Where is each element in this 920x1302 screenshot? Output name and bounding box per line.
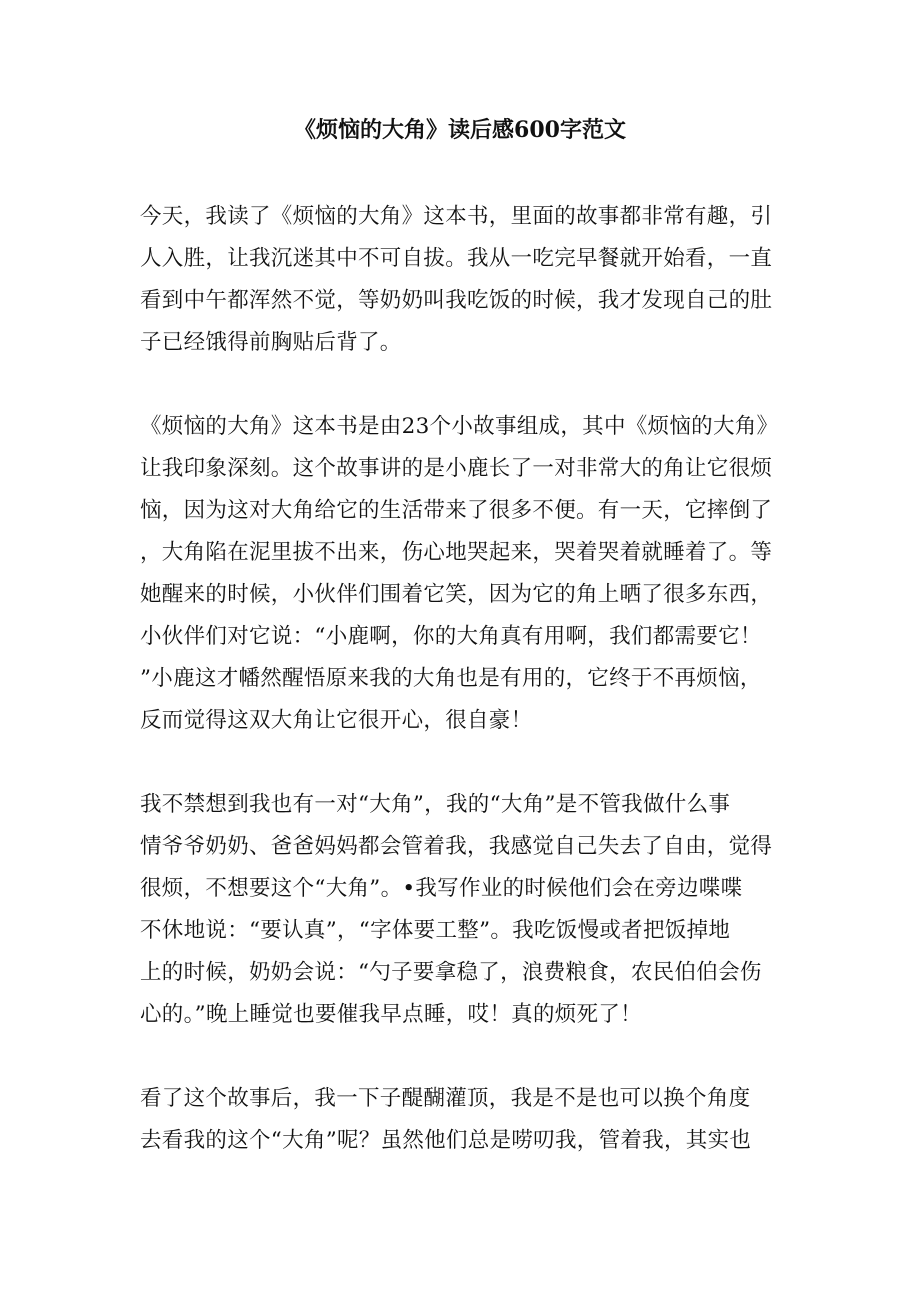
paragraph: [140, 196, 780, 364]
text-line: ”小鹿这才幡然醒悟原来我的大角也是有用的，它终于不再烦恼，: [140, 666, 762, 691]
text-line: 让我印象深刻。这个故事讲的是小鹿长了一对非常大的角让它很烦: [140, 456, 773, 481]
text-line: 情爷爷奶奶、爸爸妈妈都会管着我，我感觉自己失去了自由，觉得: [140, 834, 773, 859]
text-line: 去看我的这个“大角”呢？虽然他们总是唠叨我，管着我，其实也: [140, 1128, 752, 1153]
text-line: 我不禁想到我也有一对“大角”，我的“大角”是不管我做什么事: [140, 792, 731, 817]
text-line: 看了这个故事后，我一下子醍醐灌顶，我是不是也可以换个角度: [140, 1086, 751, 1111]
text-line: 反而觉得这双大角让它很开心，很自豪！: [140, 708, 533, 733]
text-line: 心的。”晚上睡觉也要催我早点睡，哎！真的烦死了！: [140, 1002, 642, 1027]
text-line: 恼，因为这对大角给它的生活带来了很多不便。有一天，它摔倒了: [140, 498, 773, 523]
paragraph: [140, 406, 780, 742]
text-line: 人入胜，让我沉迷其中不可自拔。我从一吃完早餐就开始看，一直: [140, 246, 773, 271]
text-line: 小伙伴们对它说：“小鹿啊，你的大角真有用啊，我们都需要它！: [140, 624, 762, 649]
text-line: 上的时候，奶奶会说：“勺子要拿稳了，浪费粮食，农民伯伯会伤: [140, 960, 762, 985]
paragraph: [140, 1078, 780, 1162]
text-line: 看到中午都浑然不觉，等奶奶叫我吃饭的时候，我才发现自己的肚: [140, 288, 773, 313]
document-title: 《烦恼的大角》读后感600字范文: [294, 117, 626, 143]
text-line: 不休地说：“要认真”，“字体要工整”。我吃饭慢或者把饭掉地: [140, 918, 731, 943]
text-line: 今天，我读了《烦恼的大角》这本书，里面的故事都非常有趣，引: [140, 204, 773, 229]
text-line: 子已经饿得前胸贴后背了。: [140, 330, 402, 355]
text-line: 《烦恼的大角》这本书是由23个小故事组成，其中《烦恼的大角》: [140, 414, 779, 439]
text-line: 她醒来的时候，小伙伴们围着它笑，因为它的角上晒了很多东西，: [140, 582, 773, 607]
text-line: ，大角陷在泥里拔不出来，伤心地哭起来，哭着哭着就睡着了。等: [140, 540, 773, 565]
text-line: 很烦，不想要这个“大角”。•我写作业的时候他们会在旁边喋喋: [140, 876, 743, 901]
paragraph: [140, 784, 780, 1036]
